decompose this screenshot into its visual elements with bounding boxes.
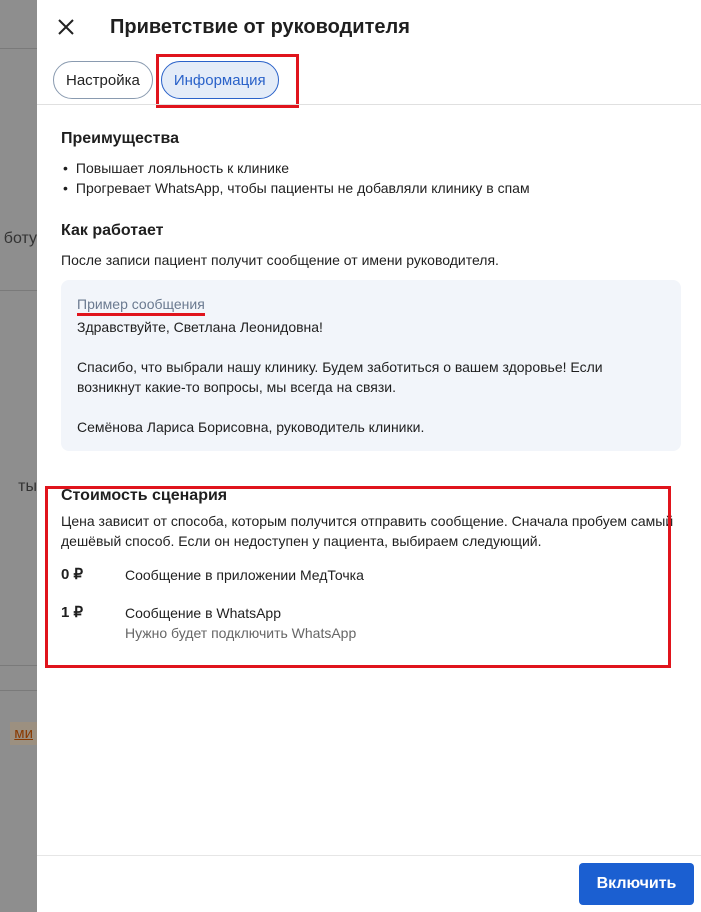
divider — [0, 290, 37, 291]
example-signature: Семёнова Лариса Борисовна, руководитель клиники. — [77, 419, 425, 435]
divider — [0, 48, 37, 49]
highlight-box — [156, 54, 299, 108]
example-greeting: Здравствуйте, Светлана Леонидовна! — [77, 319, 323, 335]
how-title: Как работает — [61, 222, 164, 239]
backdrop — [0, 0, 37, 912]
divider — [37, 855, 701, 856]
highlight-box — [45, 486, 671, 668]
enable-button[interactable]: Включить — [579, 863, 694, 905]
panel-title: Приветствие от руководителя — [110, 16, 410, 38]
backdrop-text: боту — [3, 230, 37, 247]
price-label: Сообщение в WhatsApp — [125, 605, 281, 621]
divider — [0, 690, 37, 691]
backdrop-text: ты — [18, 478, 37, 495]
side-panel — [37, 0, 701, 912]
price-label: Сообщение в приложении МедТочка — [125, 567, 364, 583]
backdrop-link: ми — [10, 722, 37, 745]
example-body: Спасибо, что выбрали нашу клинику. Будем заботиться о вашем здоровье! Если возникнут какие-то вопросы, мы всегда на связи. — [77, 359, 603, 395]
cost-title: Стоимость сценария — [61, 487, 228, 504]
list-item: • Повышает лояльность к клинике — [61, 158, 681, 178]
list-item: • Прогревает WhatsApp, чтобы пациенты не добавляли клинику в спам — [61, 178, 681, 198]
tab-information[interactable]: Информация — [161, 61, 279, 99]
how-text: После записи пациент получит сообщение от имени руководителя. — [61, 252, 499, 268]
price-note: Нужно будет подключить WhatsApp — [125, 625, 357, 641]
example-label: Пример сообщения — [77, 295, 205, 316]
message-example — [61, 280, 681, 451]
price-amount: 0 ₽ — [61, 566, 84, 583]
tab-settings[interactable]: Настройка — [53, 61, 153, 99]
close-icon[interactable] — [55, 16, 77, 38]
divider — [0, 665, 37, 666]
benefits-title: Преимущества — [61, 130, 179, 147]
cost-text: Цена зависит от способа, которым получится отправить сообщение. Сначала пробуем самый дешёвый способ. Если он недоступен у пациента, выбираем следующий. — [61, 513, 674, 549]
divider — [37, 104, 701, 105]
price-amount: 1 ₽ — [61, 604, 84, 621]
